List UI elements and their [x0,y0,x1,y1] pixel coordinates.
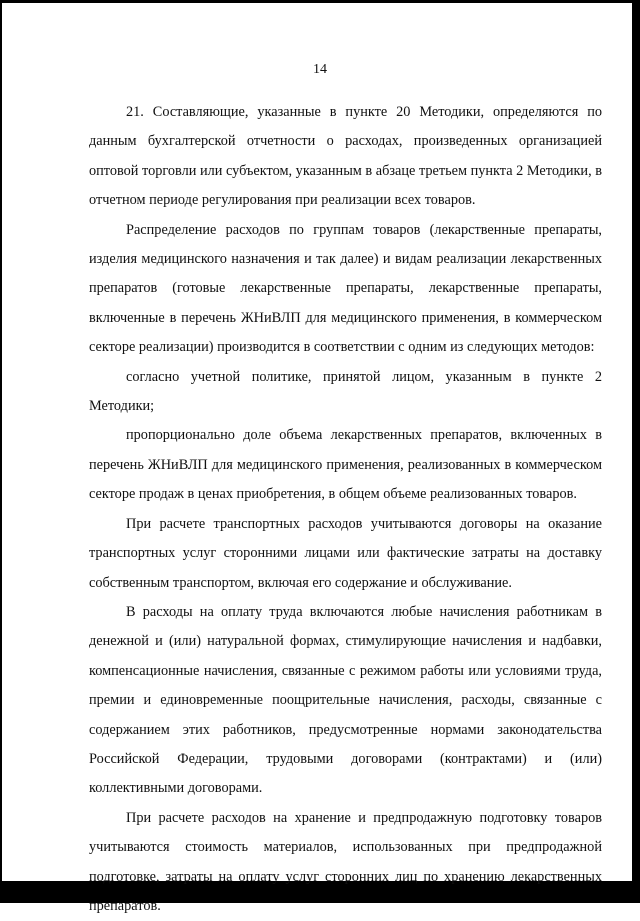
scan-border-left [0,0,2,903]
paragraph-distribution: Распределение расходов по группам товаров (лекарственные препараты, изделия медицинского назначения и так далее) и видам реализации лекарственных препаратов (готовые лекарственные препараты, лекарственные препараты, включенные в перечень ЖНиВЛП для медицинского применения, в коммерческом секторе реализации) производится в соответствии с одним из следующих методов: [89,221,602,356]
paragraph-labor: В расходы на оплату труда включаются любые начисления работникам в денежной и (или) натуральной формах, стимулирующие начисления и надбавки, компенсационные начисления, связанные с режимом работы или условиями труда, премии и единовременные поощрительные начисления, расходы, связанные с содержанием этих работников, предусмотренные нормами законодательства Российской Федерации, трудовыми договорами (контрактами) и (или) коллективными договорами. [89,603,602,797]
scan-border-right [632,0,640,903]
paragraph-transport: При расчете транспортных расходов учитываются договоры на оказание транспортных услуг сторонними лицами или фактические затраты на доставку собственным транспортом, включая его содержание и обслуживание. [89,515,602,591]
page-number: 14 [313,62,327,77]
body-text [89,98,602,921]
paragraph-method-policy: согласно учетной политике, принятой лицом, указанным в пункте 2 Методики; [89,368,602,415]
paragraph-storage: При расчете расходов на хранение и предпродажную подготовку товаров учитываются стоимость материалов, использованных при предпродажной подготовке, затраты на оплату услуг сторонних лиц по хранению лекарственных препаратов. [89,809,602,914]
paragraph-21: 21. Составляющие, указанные в пункте 20 Методики, определяются по данным бухгалтерской отчетности о расходах, произведенных организацией оптовой торговли или субъектом, указанным в абзаце третьем пункта 2 Методики, в отчетном периоде регулирования при реализации всех товаров. [89,104,602,209]
scan-border-top [0,0,640,3]
paragraph-method-proportional: пропорционально доле объема лекарственных препаратов, включенных в перечень ЖНиВЛП для медицинского применения, реализованных в коммерческом секторе продаж в ценах приобретения, в общем объеме реализованных товаров. [89,427,602,503]
